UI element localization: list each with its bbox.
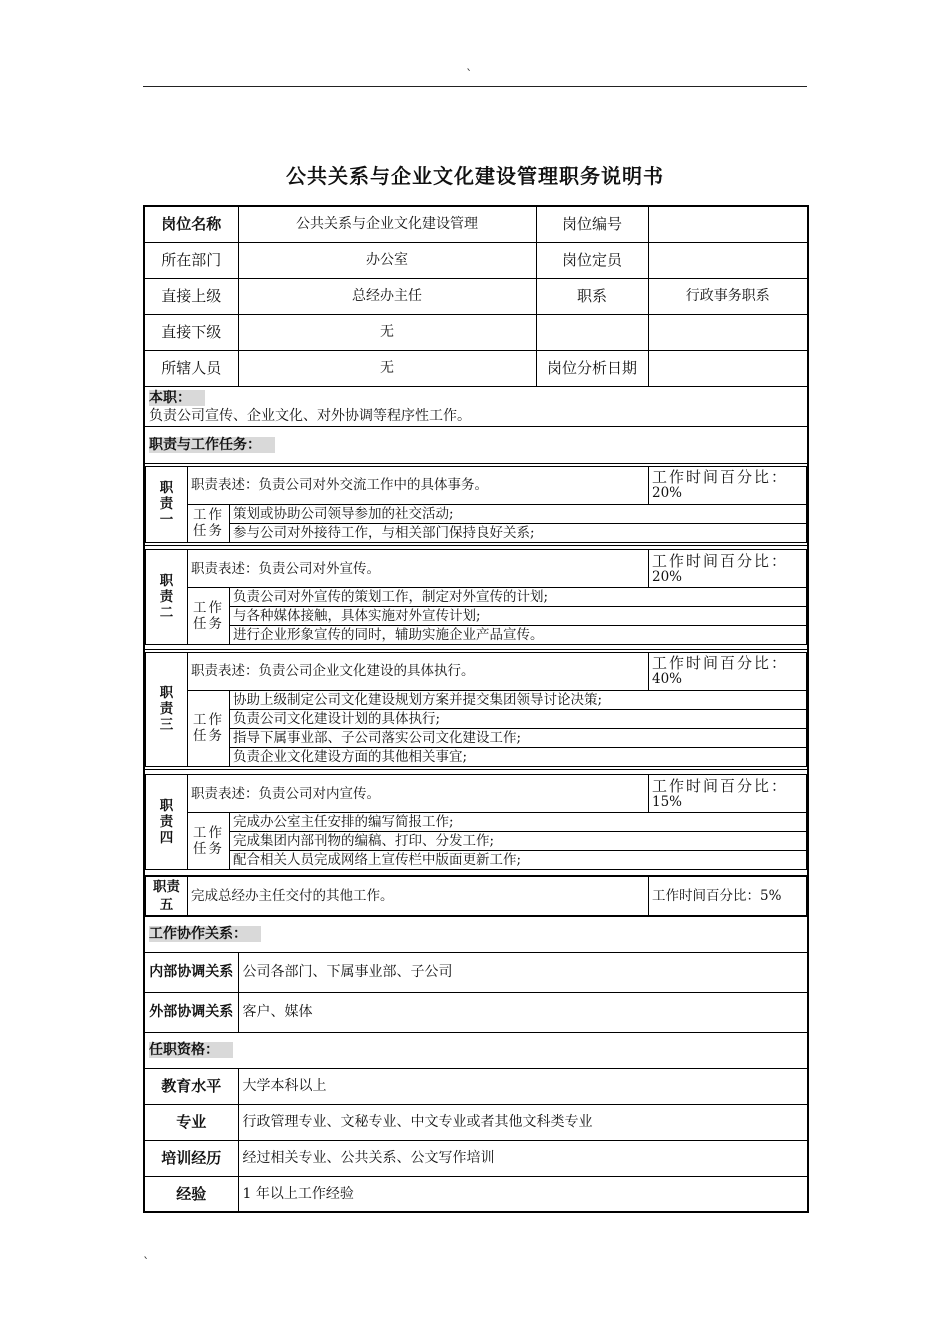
post-name-value: 公共关系与企业文化建设管理: [238, 206, 536, 242]
duty-name-text: 职责四: [159, 798, 174, 846]
post-name-label: 岗位名称: [144, 206, 238, 242]
duty-task: 策划或协助公司领导参加的社交活动;: [230, 504, 807, 523]
duty-4-table: [145, 774, 807, 870]
duty-name-text: 职责一: [159, 480, 174, 528]
duty-3-pct: [649, 652, 807, 690]
tasks-label: 工作任务: [188, 588, 230, 645]
job-description-table: [143, 205, 809, 1213]
duty-task: 协助上级制定公司文化建设规划方案并提交集团领导讨论决策;: [230, 690, 807, 709]
duty-task: 负责企业文化建设方面的其他相关事宜;: [230, 747, 807, 766]
subordinate-value: 无: [238, 314, 536, 350]
tasks-label: 工作任务: [188, 504, 230, 542]
qualifications-heading: 任职资格：: [144, 1032, 808, 1068]
experience-label: 经验: [144, 1176, 238, 1212]
duty-3-table: [145, 652, 807, 767]
pct-label: 工作时间百分比：: [652, 654, 789, 672]
duty-1-desc: [188, 466, 649, 504]
pct-label: 工作时间百分比：: [652, 776, 789, 795]
major-label: 专业: [144, 1104, 238, 1140]
dept-value: 办公室: [238, 242, 536, 278]
post-no-value: [648, 206, 808, 242]
desc-prefix: 职责表述：: [191, 785, 259, 802]
document-title: 公共关系与企业文化建设管理职务说明书: [286, 164, 664, 188]
external-relations-value: 客户、媒体: [238, 992, 808, 1032]
duty-4-cell: [144, 769, 808, 875]
duty-5-table: [145, 876, 807, 916]
duty-3-cell: [144, 649, 808, 769]
post-no-label: 岗位编号: [536, 206, 648, 242]
superior-label: 直接上级: [144, 278, 238, 314]
footer-mark: `: [143, 1256, 150, 1271]
analysis-date-label: 岗位分析日期: [536, 350, 648, 386]
pct-label: 工作时间百分比：: [652, 468, 789, 486]
duty-3-desc: [188, 652, 649, 690]
desc-text: 负责公司对外交流工作中的具体事务。: [258, 477, 488, 493]
analysis-date-value: [648, 350, 808, 386]
duty-name-text: 职责二: [159, 573, 174, 621]
duties-heading: 职责与工作任务：: [144, 426, 808, 463]
duty-5-cell: [144, 875, 808, 916]
training-label: 培训经历: [144, 1140, 238, 1176]
staff-value: 无: [238, 350, 536, 386]
duty-4-pct: [649, 775, 807, 813]
duty-task: 指导下属事业部、子公司落实公司文化建设工作;: [230, 728, 807, 747]
duty-4-desc: [188, 775, 649, 813]
superior-value: 总经办主任: [238, 278, 536, 314]
duty-2-desc: [188, 550, 649, 588]
desc-prefix: 职责表述：: [191, 560, 259, 577]
duty-1-pct: [649, 466, 807, 504]
quota-value: [648, 242, 808, 278]
duty-task: 与各种媒体接触，具体实施对外宣传计划;: [230, 607, 807, 626]
series-label: 职系: [536, 278, 648, 314]
series-value: 行政事务职系: [648, 278, 808, 314]
duty-1-table: [145, 466, 807, 543]
internal-relations-label: 内部协调关系: [144, 952, 238, 992]
duty-5-pct: 工作时间百分比：5%: [649, 876, 807, 915]
duty-task: 完成集团内部刊物的编稿、打印、分发工作;: [230, 832, 807, 851]
education-label: 教育水平: [144, 1068, 238, 1104]
training-value: 经过相关专业、公共关系、公文写作培训: [238, 1140, 808, 1176]
duty-task: 负责公司对外宣传的策划工作，制定对外宣传的计划;: [230, 588, 807, 607]
pct-value: 20%: [652, 568, 683, 585]
header-rule: [143, 86, 807, 87]
experience-value: 1 年以上工作经验: [238, 1176, 808, 1212]
duty-task: 负责公司文化建设计划的具体执行;: [230, 709, 807, 728]
tasks-label: 工作任务: [188, 690, 230, 766]
duty-task: 参与公司对外接待工作，与相关部门保持良好关系;: [230, 523, 807, 542]
desc-text: 负责公司对内宣传。: [258, 785, 380, 802]
internal-relations-value: 公司各部门、下属事业部、子公司: [238, 952, 808, 992]
duty-summary-cell: [144, 386, 808, 426]
empty-cell: [648, 314, 808, 350]
duty-4-name: [146, 775, 188, 870]
duty-2-pct: [649, 550, 807, 588]
duty-summary-text: 负责公司宣传、企业文化、对外协调等程序性工作。: [149, 407, 471, 424]
duty-5-name: 职责五: [146, 876, 188, 915]
pct-value: 15%: [652, 793, 683, 810]
duty-2-cell: [144, 545, 808, 649]
duty-1-name: [146, 466, 188, 542]
duty-name-text: 职责三: [159, 685, 174, 733]
quota-label: 岗位定员: [536, 242, 648, 278]
external-relations-label: 外部协调关系: [144, 992, 238, 1032]
duty-task: 配合相关人员完成网络上宣传栏中版面更新工作;: [230, 851, 807, 870]
empty-cell: [536, 314, 648, 350]
education-value: 大学本科以上: [238, 1068, 808, 1104]
duty-summary-heading: 本职：: [149, 389, 803, 407]
duty-2-table: [145, 549, 807, 645]
pct-value: 40%: [652, 671, 683, 687]
desc-text: 负责公司企业文化建设的具体执行。: [258, 663, 475, 679]
duty-1-cell: [144, 463, 808, 545]
subordinate-label: 直接下级: [144, 314, 238, 350]
duty-3-name: [146, 652, 188, 766]
pct-label: 工作时间百分比：: [652, 551, 789, 570]
duty-task: 进行企业形象宣传的同时，辅助实施企业产品宣传。: [230, 626, 807, 645]
duty-task: 完成办公室主任安排的编写简报工作;: [230, 813, 807, 832]
desc-prefix: 职责表述：: [191, 477, 259, 493]
staff-label: 所辖人员: [144, 350, 238, 386]
relations-heading: 工作协作关系：: [144, 916, 808, 952]
desc-text: 负责公司对外宣传。: [258, 560, 380, 577]
header-mark: `: [466, 68, 473, 83]
duty-2-name: [146, 550, 188, 645]
major-value: 行政管理专业、文秘专业、中文专业或者其他文科类专业: [238, 1104, 808, 1140]
dept-label: 所在部门: [144, 242, 238, 278]
duty-5-text: 完成总经办主任交付的其他工作。: [188, 876, 649, 915]
tasks-label: 工作任务: [188, 813, 230, 870]
pct-value: 20%: [652, 485, 683, 501]
desc-prefix: 职责表述：: [191, 663, 259, 679]
